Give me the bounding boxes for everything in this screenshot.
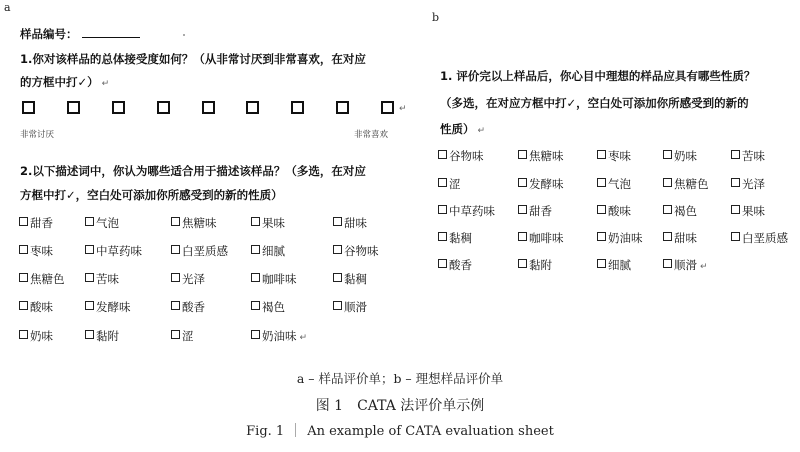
scale-box[interactable] (112, 101, 125, 114)
acceptance-scale (22, 101, 394, 117)
option-item[interactable] (19, 216, 53, 230)
checkbox[interactable] (663, 232, 672, 241)
option-label: 酸味 (30, 300, 53, 314)
q1-line-2-text: 的方框中打✓） (20, 75, 99, 89)
checkbox[interactable] (171, 273, 180, 282)
option-item[interactable] (438, 149, 484, 163)
option-label: 枣味 (30, 244, 53, 258)
checkbox[interactable] (597, 178, 606, 187)
option-label: 顺滑 (674, 258, 697, 272)
qb-line-1: 1. 评价完以上样品后，你心目中理想的样品应具有哪些性质？ (440, 69, 756, 83)
option-item[interactable] (731, 231, 788, 245)
checkbox[interactable] (251, 330, 260, 339)
sample-id-label: 样品编号： (20, 27, 78, 41)
option-label: 咖啡味 (262, 272, 297, 286)
option-label: 中草药味 (96, 244, 142, 258)
figure-title: An example of CATA evaluation sheet (307, 424, 554, 439)
return-mark: ↵ (399, 104, 407, 114)
option-label: 涩 (182, 329, 194, 343)
checkbox[interactable] (85, 330, 94, 339)
option-item[interactable] (333, 216, 367, 230)
qb-line-2: （多选，在对应方框中打✓，空白处可添加你所感受到的新的 (440, 96, 749, 110)
checkbox[interactable] (597, 205, 606, 214)
checkbox[interactable] (731, 232, 740, 241)
scale-box[interactable] (157, 101, 170, 114)
q2-line-2: 方框中打✓，空白处可添加你所感受到的新的性质） (20, 188, 283, 202)
option-item[interactable] (171, 272, 205, 286)
option-label: 光泽 (742, 177, 765, 191)
scale-box[interactable] (246, 101, 259, 114)
option-label: 发酵味 (96, 300, 131, 314)
subfigure-caption: a – 样品评价单；b – 理想样品评价单 (296, 371, 504, 386)
option-label: 咖啡味 (529, 231, 564, 245)
option-item[interactable] (251, 216, 285, 230)
scale-box[interactable] (336, 101, 349, 114)
option-label: 奶味 (674, 149, 697, 163)
scale-right-label: 非常喜欢 (354, 130, 389, 140)
panel-a-tag: a (4, 1, 11, 14)
option-item[interactable] (19, 329, 53, 343)
figure-caption-chinese: 图 1 CATA 法评价单示例 (315, 398, 485, 414)
panel-a-sample-sheet (0, 0, 410, 362)
figure-number: Fig. 1 (246, 424, 285, 439)
checkbox[interactable] (663, 178, 672, 187)
checkbox[interactable] (438, 232, 447, 241)
option-item[interactable] (597, 258, 631, 272)
option-label: 甜香 (30, 216, 53, 230)
checkbox[interactable] (19, 330, 28, 339)
sample-id-line (20, 26, 140, 42)
checkbox[interactable] (333, 301, 342, 310)
option-label: 果味 (262, 216, 285, 230)
checkbox[interactable] (731, 178, 740, 187)
option-item[interactable] (663, 258, 708, 274)
option-label: 焦糖味 (529, 149, 564, 163)
option-item[interactable] (333, 300, 367, 314)
option-item[interactable] (85, 272, 119, 286)
scale-box[interactable] (22, 101, 35, 114)
option-item[interactable] (333, 244, 379, 258)
option-label: 苦味 (742, 149, 765, 163)
return-mark: ↵ (101, 79, 110, 89)
checkbox[interactable] (251, 245, 260, 254)
checkbox[interactable] (19, 273, 28, 282)
checkbox[interactable] (597, 150, 606, 159)
panel-b-tag: b (432, 11, 440, 24)
option-label: 气泡 (608, 177, 631, 191)
checkbox[interactable] (518, 205, 527, 214)
option-item[interactable] (518, 177, 564, 191)
option-label: 酸味 (608, 204, 631, 218)
checkbox[interactable] (85, 217, 94, 226)
checkbox[interactable] (333, 245, 342, 254)
checkbox[interactable] (171, 245, 180, 254)
option-label: 细腻 (262, 244, 285, 258)
option-label: 酸香 (449, 258, 472, 272)
qb-line-3 (440, 121, 485, 137)
option-label: 甜香 (529, 204, 552, 218)
option-label: 果味 (742, 204, 765, 218)
checkbox[interactable] (251, 217, 260, 226)
option-label: 甜味 (674, 231, 697, 245)
checkbox[interactable] (663, 150, 672, 159)
stray-mark (183, 34, 185, 36)
option-label: 褐色 (262, 300, 285, 314)
checkbox[interactable] (438, 178, 447, 187)
option-item[interactable] (19, 244, 53, 258)
option-item[interactable] (597, 231, 643, 245)
option-label: 谷物味 (344, 244, 379, 258)
option-label: 枣味 (608, 149, 631, 163)
scale-box[interactable] (202, 101, 215, 114)
option-item[interactable] (171, 300, 205, 314)
option-label: 黏稠 (449, 231, 472, 245)
option-item[interactable] (438, 177, 461, 191)
option-item[interactable] (171, 329, 194, 343)
option-item[interactable] (518, 258, 552, 272)
scale-left-label: 非常讨厌 (20, 130, 55, 140)
checkbox[interactable] (597, 232, 606, 241)
option-label: 黏附 (529, 258, 552, 272)
option-label: 气泡 (96, 216, 119, 230)
checkbox[interactable] (663, 259, 672, 268)
checkbox[interactable] (85, 301, 94, 310)
option-item[interactable] (19, 300, 53, 314)
checkbox[interactable] (518, 150, 527, 159)
option-item[interactable] (597, 177, 631, 191)
option-item[interactable] (518, 204, 552, 218)
option-label: 涩 (449, 177, 461, 191)
option-item[interactable] (85, 300, 131, 314)
checkbox[interactable] (171, 330, 180, 339)
option-item[interactable] (663, 177, 709, 191)
figure-caption-english (0, 423, 800, 439)
option-item[interactable] (251, 300, 285, 314)
option-label: 奶油味 (262, 329, 297, 343)
panel-b-ideal-sheet (425, 0, 800, 300)
option-label: 奶油味 (608, 231, 643, 245)
checkbox[interactable] (251, 301, 260, 310)
option-label: 苦味 (96, 272, 119, 286)
option-item[interactable] (518, 149, 564, 163)
option-item[interactable] (597, 149, 631, 163)
option-label: 细腻 (608, 258, 631, 272)
checkbox[interactable] (19, 245, 28, 254)
option-label: 光泽 (182, 272, 205, 286)
q1-line-2 (20, 74, 109, 90)
option-item[interactable] (438, 231, 472, 245)
scale-box[interactable] (381, 101, 394, 114)
checkbox[interactable] (171, 301, 180, 310)
option-label: 白垩质感 (182, 244, 228, 258)
checkbox[interactable] (333, 217, 342, 226)
return-mark: ↵ (477, 126, 486, 136)
sample-id-blank (82, 26, 140, 38)
checkbox[interactable] (85, 273, 94, 282)
option-label: 顺滑 (344, 300, 367, 314)
return-mark: ↵ (700, 262, 708, 272)
checkbox[interactable] (333, 273, 342, 282)
checkbox[interactable] (597, 259, 606, 268)
checkbox[interactable] (731, 150, 740, 159)
option-label: 白垩质感 (742, 231, 788, 245)
option-item[interactable] (438, 204, 495, 218)
q2-line-1: 2.以下描述词中，你认为哪些适合用于描述该样品？（多选，在对应 (20, 164, 366, 178)
option-label: 黏稠 (344, 272, 367, 286)
checkbox[interactable] (171, 217, 180, 226)
scale-box[interactable] (67, 101, 80, 114)
option-item[interactable] (251, 272, 297, 286)
option-item[interactable] (333, 272, 367, 286)
option-label: 发酵味 (529, 177, 564, 191)
checkbox[interactable] (518, 178, 527, 187)
checkbox[interactable] (518, 232, 527, 241)
option-label: 酸香 (182, 300, 205, 314)
checkbox[interactable] (19, 217, 28, 226)
option-item[interactable] (171, 216, 217, 230)
option-item[interactable] (85, 329, 119, 343)
option-item[interactable] (731, 149, 765, 163)
scale-box[interactable] (291, 101, 304, 114)
option-item[interactable] (731, 177, 765, 191)
option-label: 焦糖味 (182, 216, 217, 230)
checkbox[interactable] (438, 150, 447, 159)
option-item[interactable] (731, 204, 765, 218)
option-item[interactable] (597, 204, 631, 218)
option-item[interactable] (251, 244, 285, 258)
option-item[interactable] (19, 272, 65, 286)
caption-separator (295, 423, 296, 437)
option-item[interactable] (518, 231, 564, 245)
option-item[interactable] (663, 149, 697, 163)
option-label: 甜味 (344, 216, 367, 230)
option-label: 焦糖色 (674, 177, 709, 191)
qb-line-3-text: 性质） (440, 122, 475, 136)
checkbox[interactable] (663, 205, 672, 214)
return-mark: ↵ (299, 333, 308, 343)
checkbox[interactable] (438, 205, 447, 214)
option-label: 褐色 (674, 204, 697, 218)
option-label: 黏附 (96, 329, 119, 343)
q1-line-1: 1.你对该样品的总体接受度如何？（从非常讨厌到非常喜欢，在对应 (20, 52, 366, 66)
option-item[interactable] (663, 231, 697, 245)
option-item[interactable] (85, 244, 142, 258)
option-item[interactable] (251, 329, 307, 345)
option-label: 焦糖色 (30, 272, 65, 286)
checkbox[interactable] (85, 245, 94, 254)
option-label: 谷物味 (449, 149, 484, 163)
option-item[interactable] (85, 216, 119, 230)
checkbox[interactable] (438, 259, 447, 268)
checkbox[interactable] (251, 273, 260, 282)
option-item[interactable] (663, 204, 697, 218)
option-label: 中草药味 (449, 204, 495, 218)
option-item[interactable] (438, 258, 472, 272)
option-label: 奶味 (30, 329, 53, 343)
checkbox[interactable] (731, 205, 740, 214)
checkbox[interactable] (19, 301, 28, 310)
option-item[interactable] (171, 244, 228, 258)
checkbox[interactable] (518, 259, 527, 268)
